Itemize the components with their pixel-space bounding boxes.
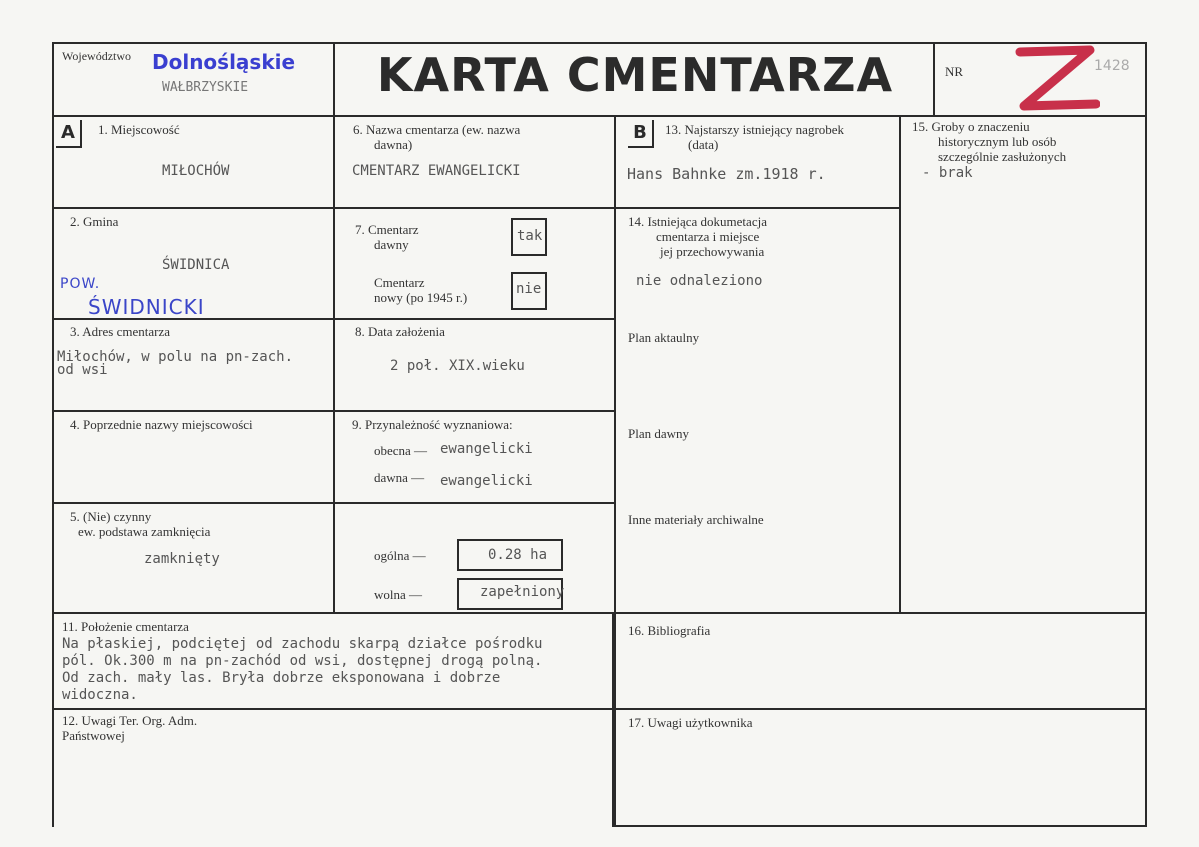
field-12-label-2: Państwowej [62, 728, 125, 743]
nr-label: NR [945, 64, 964, 79]
field-7-label-2: dawny [374, 237, 409, 252]
field-12-label-1: 12. Uwagi Ter. Org. Adm. [62, 713, 198, 728]
field-14-label-1: 14. Istniejąca dokumetacja [628, 214, 767, 229]
bottom-sep-line [612, 612, 614, 827]
field-17-label: 17. Uwagi użytkownika [628, 715, 753, 730]
field-6-label-2: dawna) [374, 137, 413, 152]
bottom-left-line [52, 612, 54, 827]
field-7-box-2-value: nie [516, 281, 542, 297]
left-row-line-1 [52, 207, 333, 209]
frame-header-bottom-line [52, 115, 1147, 117]
field-8-value: 2 poł. XIX.wieku [390, 358, 525, 374]
field-9-obecna-label: obecna — [374, 443, 428, 458]
nr-small: 1428 [1094, 58, 1130, 74]
field-15-label-1: 15. Groby o znaczeniu [912, 119, 1030, 134]
mid-row-line-3 [335, 410, 614, 412]
field-3-value-1: Miłochów, w polu na pn-zach. [57, 349, 294, 365]
field-3-label: 3. Adres cmentarza [70, 324, 170, 339]
inne-materialy-label: Inne materiały archiwalne [628, 512, 764, 527]
field-11-line-2: pól. Ok.300 m na pn-zachód od wsi, dostępnej drogą polną. [62, 653, 543, 669]
field-14-label-2: cmentarza i miejsce [656, 229, 760, 244]
left-row-line-3 [52, 410, 333, 412]
field-11-line-4: widoczna. [62, 687, 138, 703]
bottom-top-line [52, 612, 1147, 614]
field-2-handwritten-1: POW. [60, 276, 101, 292]
field-6-label-1: 6. Nazwa cmentarza (ew. nazwa [353, 122, 521, 137]
field-11-line-3: Od zach. mały las. Bryła dobrze eksponowana i dobrze [62, 670, 501, 686]
field-9-dawna-label: dawna — [374, 470, 425, 485]
nr-mark [1010, 40, 1100, 115]
field-9-obecna-value: ewangelicki [440, 441, 533, 457]
field-10-wolna-label: wolna — [374, 587, 423, 602]
field-1-value: MIŁOCHÓW [162, 163, 230, 179]
field-15-label-2: historycznym lub osób [938, 134, 1057, 149]
wojewodztwo-typed: WAŁBRZYSKIE [162, 80, 249, 95]
mid-row-line-1 [335, 207, 614, 209]
card-title: KARTA CMENTARZA [376, 48, 894, 102]
section-a-letter: A [56, 120, 82, 148]
field-11-line-1: Na płaskiej, podciętej od zachodu skarpą działce pośrodku [62, 636, 543, 652]
bottom-mid-line [52, 708, 1147, 710]
col-sep-middle-right [614, 117, 616, 827]
header-sep-1 [333, 42, 335, 612]
field-13-label-2: (data) [688, 137, 719, 152]
plan-dawny-label: Plan dawny [628, 426, 690, 441]
frame-top-line [52, 42, 1147, 44]
frame-left-line [52, 42, 54, 614]
field-10-wolna-value: zapełniony [480, 584, 565, 600]
left-row-line-4 [52, 502, 333, 504]
field-10-ogolna-value: 0.28 ha [488, 547, 548, 563]
field-5-label-1: 5. (Nie) czynny [70, 509, 152, 524]
field-5-label-2: ew. podstawa zamknięcia [78, 524, 211, 539]
field-2-value: ŚWIDNICA [162, 257, 230, 273]
field-2-handwritten-2: ŚWIDNICKI [88, 295, 205, 319]
field-15-value: - brak [922, 165, 973, 181]
wojewodztwo-label: Województwo [62, 49, 132, 63]
field-10-ogolna-label: ogólna — [374, 548, 426, 563]
field-5-value: zamknięty [144, 551, 220, 567]
field-7-label-1: 7. Cmentarz [355, 222, 419, 237]
field-9-dawna-value: ewangelicki [440, 473, 533, 489]
field-2-label: 2. Gmina [70, 214, 119, 229]
field-4-label: 4. Poprzednie nazwy miejscowości [70, 417, 253, 432]
field-8-label: 8. Data założenia [355, 324, 445, 339]
field-13-label-1: 13. Najstarszy istniejący nagrobek [665, 122, 845, 137]
right-row-line-1 [616, 207, 899, 209]
field-6-value: CMENTARZ EWANGELICKI [352, 163, 521, 179]
mid-row-line-4 [335, 502, 614, 504]
plan-aktualny-label: Plan aktaulny [628, 330, 700, 345]
field-7-label-4: nowy (po 1945 r.) [374, 290, 468, 305]
col-sep-right-15 [899, 117, 901, 614]
field-1-label: 1. Miejscowość [98, 122, 180, 137]
field-16-label: 16. Bibliografia [628, 623, 711, 638]
mid-row-line-2 [335, 318, 614, 320]
wojewodztwo-stamp: Dolnośląskie [152, 50, 296, 74]
section-b-letter: B [628, 120, 654, 148]
field-11-label: 11. Położenie cmentarza [62, 619, 189, 634]
field-7-box-1-value: tak [517, 228, 543, 244]
field-9-label: 9. Przynależność wyznaniowa: [352, 417, 513, 432]
field-7-label-3: Cmentarz [374, 275, 425, 290]
field-14-label-3: jej przechowywania [660, 244, 765, 259]
field-15-label-3: szczególnie zasłużonych [938, 149, 1067, 164]
bottom-bottom-line [614, 825, 1147, 827]
field-14-value: nie odnaleziono [636, 273, 763, 289]
field-3-value-2: od wsi [57, 362, 108, 378]
field-13-value: Hans Bahnke zm.1918 r. [627, 165, 826, 183]
